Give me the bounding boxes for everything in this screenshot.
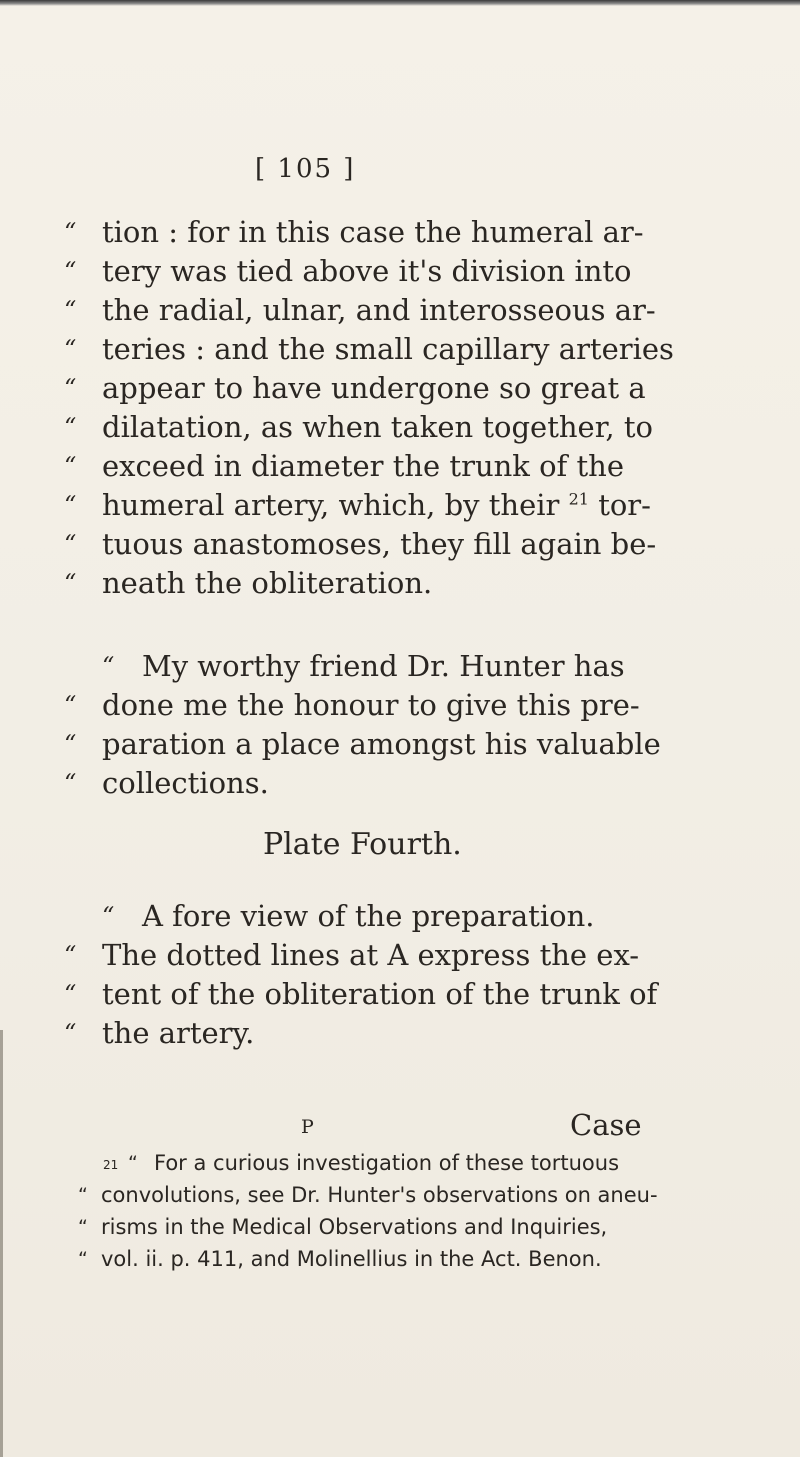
body-line-4: teries : and the small capillary arteries — [102, 332, 674, 366]
quote-mark: “ — [64, 941, 77, 969]
quote-mark: “ — [64, 413, 77, 441]
quote-mark: “ — [128, 1152, 138, 1174]
para3-line-2: The dotted lines at A express the ex- — [102, 938, 640, 972]
body-line-8-tail: tor- — [598, 488, 651, 522]
para2-line-3: paration a place amongst his valuable — [102, 727, 661, 761]
quote-mark: “ — [64, 218, 77, 246]
quote-mark: “ — [64, 530, 77, 558]
quote-mark: “ — [102, 902, 115, 930]
quote-mark: “ — [78, 1216, 88, 1238]
section-heading: Plate Fourth. — [263, 827, 462, 862]
signature-mark: P — [301, 1116, 314, 1138]
quote-mark: “ — [102, 652, 115, 680]
page-left-edge — [0, 1030, 3, 1457]
body-line-6: dilatation, as when taken together, to — [102, 410, 653, 444]
footnote-reference: 21 — [568, 489, 589, 509]
body-line-2: tery was tied above it's division into — [102, 254, 632, 288]
quote-mark: “ — [64, 452, 77, 480]
quote-mark: “ — [64, 374, 77, 402]
para3-line-3: tent of the obliteration of the trunk of — [102, 977, 658, 1011]
quote-mark: “ — [64, 257, 77, 285]
para2-line-1: My worthy friend Dr. Hunter has — [142, 649, 625, 683]
para2-line-4: collections. — [102, 766, 269, 800]
para3-line-1: A fore view of the preparation. — [142, 899, 595, 933]
body-line-3: the radial, ulnar, and interosseous ar- — [102, 293, 656, 327]
quote-mark: “ — [64, 730, 77, 758]
body-line-10: neath the obliteration. — [102, 566, 433, 600]
footnote-line-2: convolutions, see Dr. Hunter's observations on aneu- — [101, 1183, 658, 1207]
quote-mark: “ — [64, 335, 77, 363]
body-line-5: appear to have undergone so great a — [102, 371, 646, 405]
quote-mark: “ — [64, 691, 77, 719]
quote-mark: “ — [64, 980, 77, 1008]
quote-mark: “ — [64, 1019, 77, 1047]
body-line-7: exceed in diameter the trunk of the — [102, 449, 624, 483]
quote-mark: “ — [64, 769, 77, 797]
body-line-9: tuous anastomoses, they fill again be- — [102, 527, 657, 561]
footnote-line-1: For a curious investigation of these tortuous — [154, 1151, 620, 1175]
catchword: Case — [570, 1108, 642, 1142]
page-header: [ 105 ] — [255, 154, 356, 184]
footnote-number: 21 — [103, 1158, 119, 1172]
page-top-edge — [0, 0, 800, 6]
footnote-line-4: vol. ii. p. 411, and Molinellius in the Act. Benon. — [101, 1247, 602, 1271]
quote-mark: “ — [64, 491, 77, 519]
quote-mark: “ — [78, 1184, 88, 1206]
quote-mark: “ — [64, 569, 77, 597]
para3-line-4: the artery. — [102, 1016, 255, 1050]
quote-mark: “ — [78, 1248, 88, 1270]
quote-mark: “ — [64, 296, 77, 324]
body-line-8 — [102, 487, 651, 524]
body-line-1: tion : for in this case the humeral ar- — [102, 215, 644, 249]
footnote-line-3: risms in the Medical Observations and Inquiries, — [101, 1215, 608, 1239]
body-line-8-text: humeral artery, which, by their — [102, 488, 560, 522]
para2-line-2: done me the honour to give this pre- — [102, 688, 640, 722]
